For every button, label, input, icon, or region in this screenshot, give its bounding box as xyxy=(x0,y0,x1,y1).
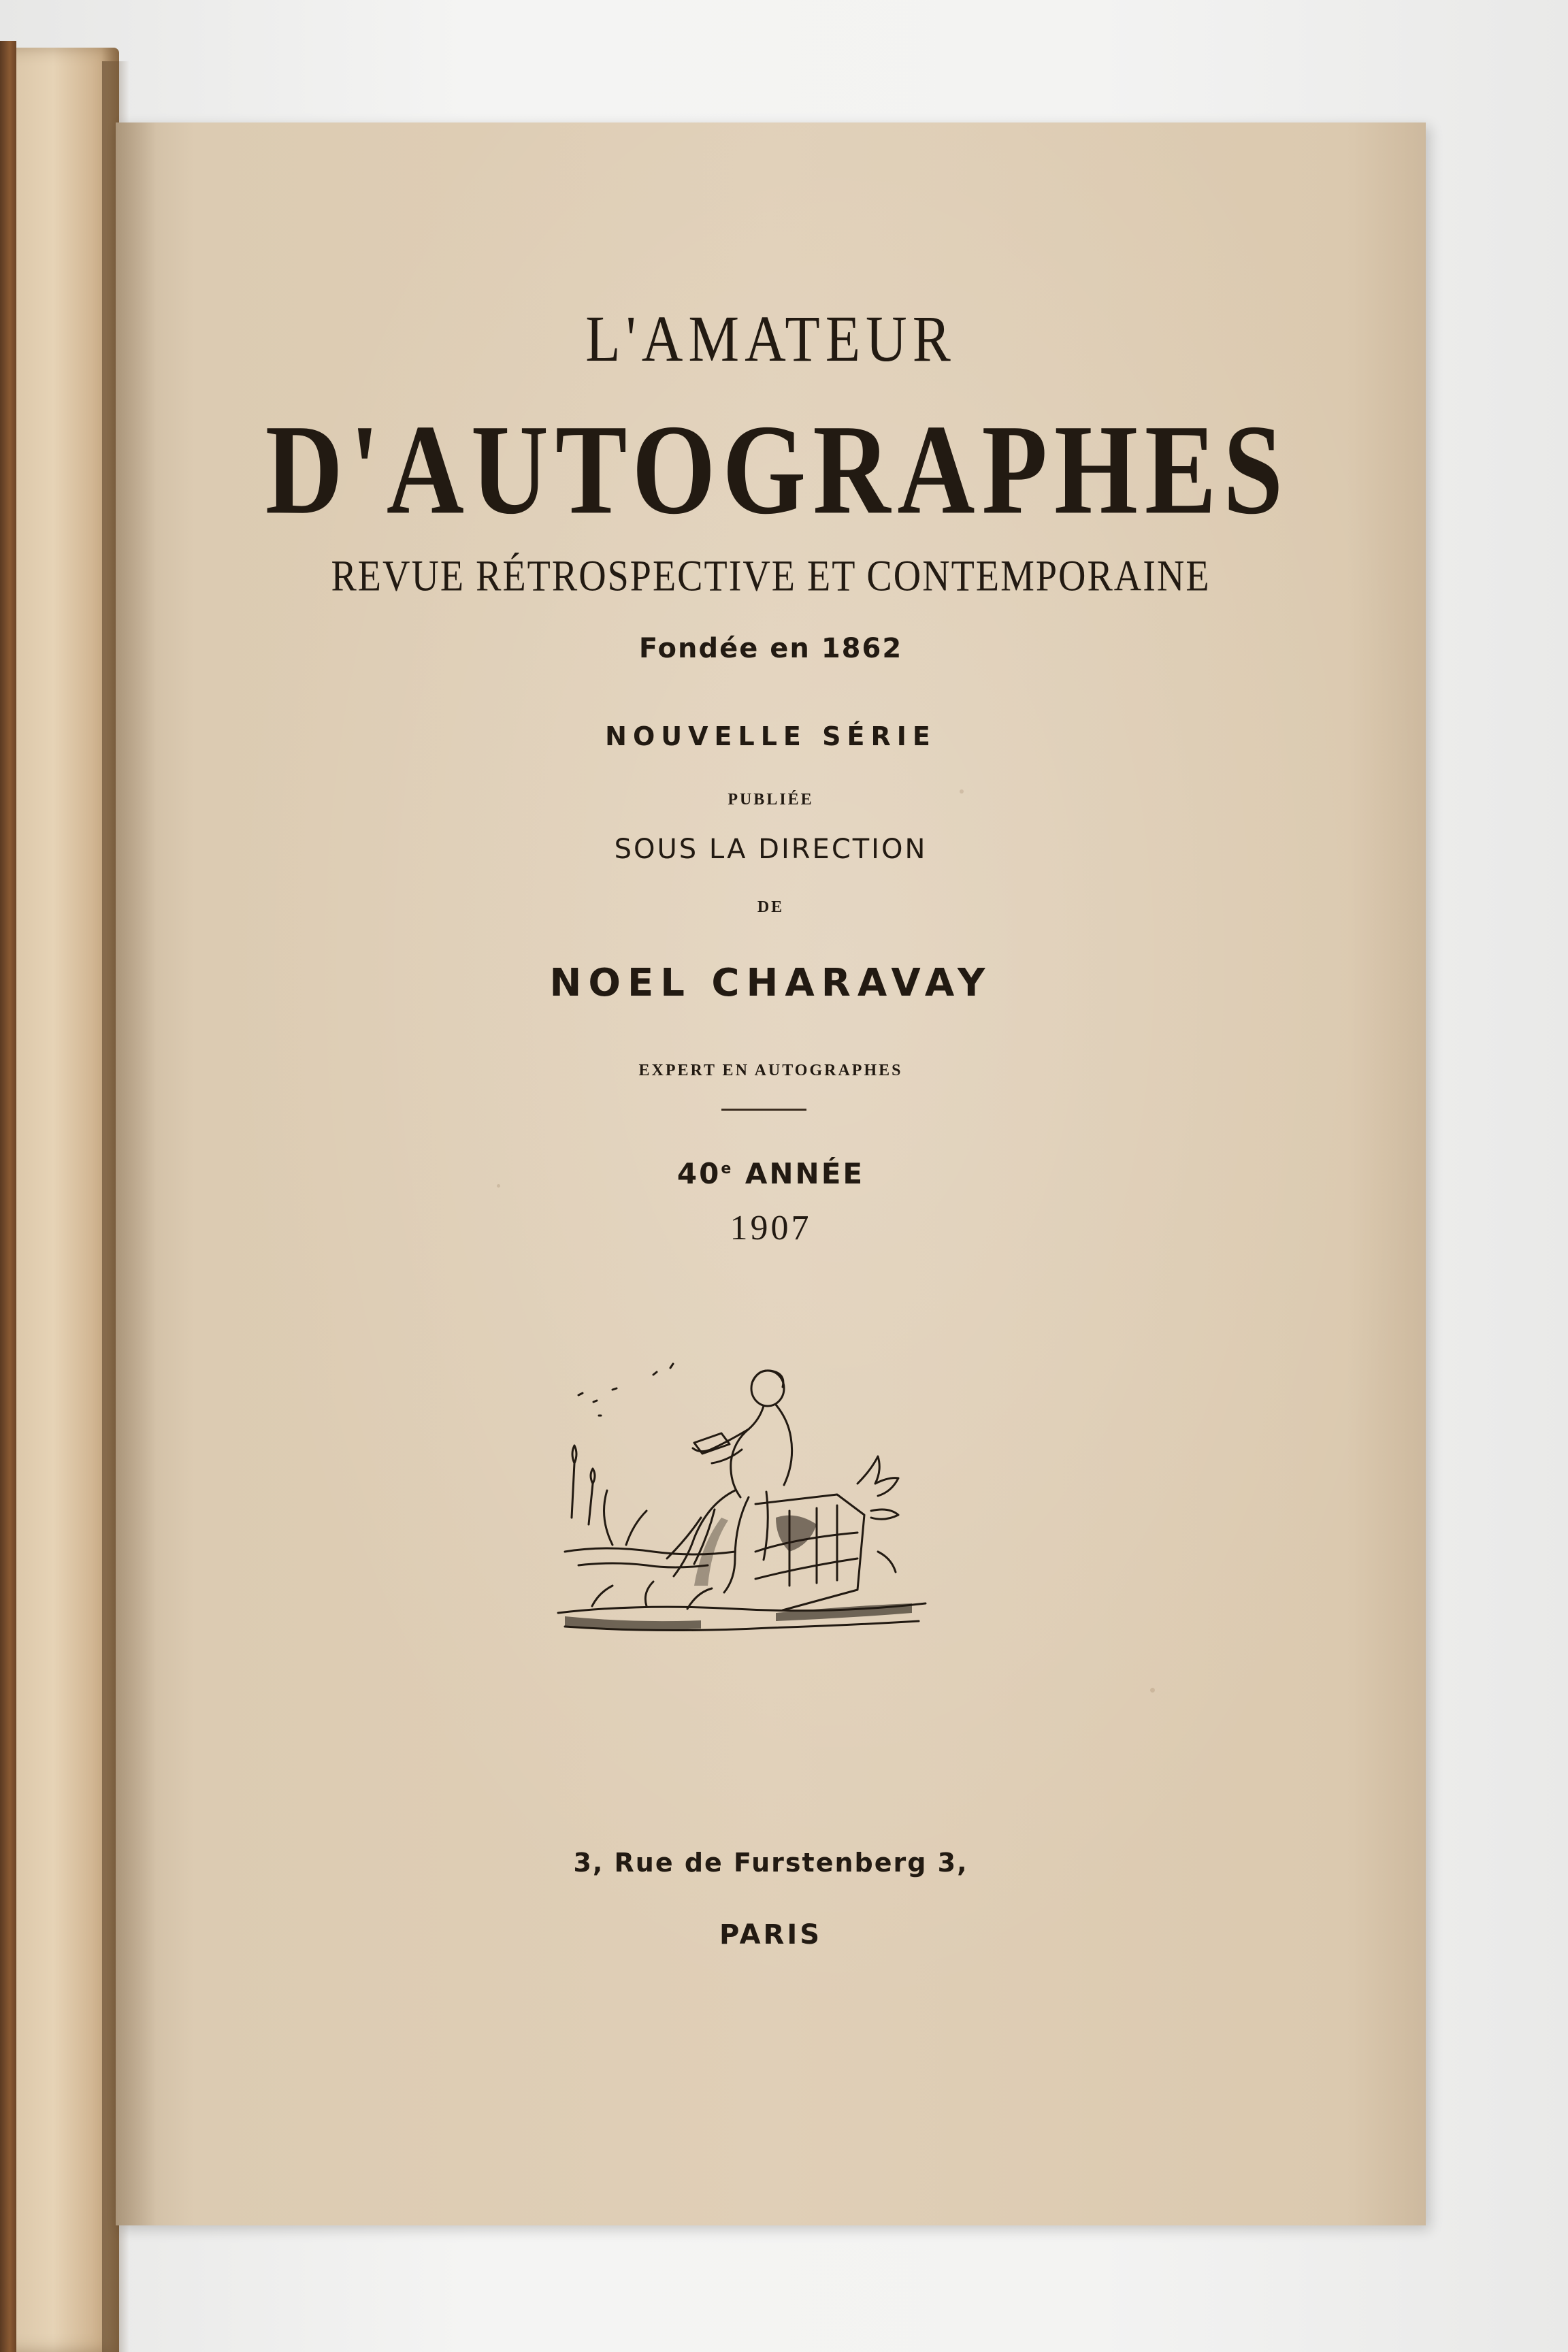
published-line: PUBLIÉE xyxy=(728,791,814,808)
subtitle: REVUE RÉTROSPECTIVE ET CONTEMPORAINE xyxy=(331,552,1211,601)
volume-line xyxy=(116,1157,1426,1190)
de-line: DE xyxy=(757,898,785,916)
divider-rule xyxy=(721,1109,806,1111)
title-line-2: D'AUTOGRAPHES xyxy=(265,398,1290,542)
foxing-spot xyxy=(1150,1688,1155,1693)
volume-suffix: e xyxy=(721,1160,734,1177)
editor-role: EXPERT EN AUTOGRAPHES xyxy=(638,1062,903,1079)
founded-line: Fondée en 1862 xyxy=(638,633,903,664)
book-cover-edge xyxy=(0,41,16,2352)
seated-scribe-engraving-icon xyxy=(551,1348,932,1661)
direction-line: SOUS LA DIRECTION xyxy=(614,834,928,865)
volume-word: ANNÉE xyxy=(745,1157,865,1190)
city-line: PARIS xyxy=(719,1919,823,1950)
year-line: 1907 xyxy=(730,1209,812,1247)
left-endpaper xyxy=(0,48,119,2352)
editor-name: NOEL CHARAVAY xyxy=(549,961,992,1005)
series-line: NOUVELLE SÉRIE xyxy=(605,721,936,751)
title-line-1: L'AMATEUR xyxy=(585,303,956,376)
title-page xyxy=(116,122,1426,2225)
address-line: 3, Rue de Furstenberg 3, xyxy=(573,1848,968,1878)
volume-number: 40 xyxy=(676,1157,721,1190)
